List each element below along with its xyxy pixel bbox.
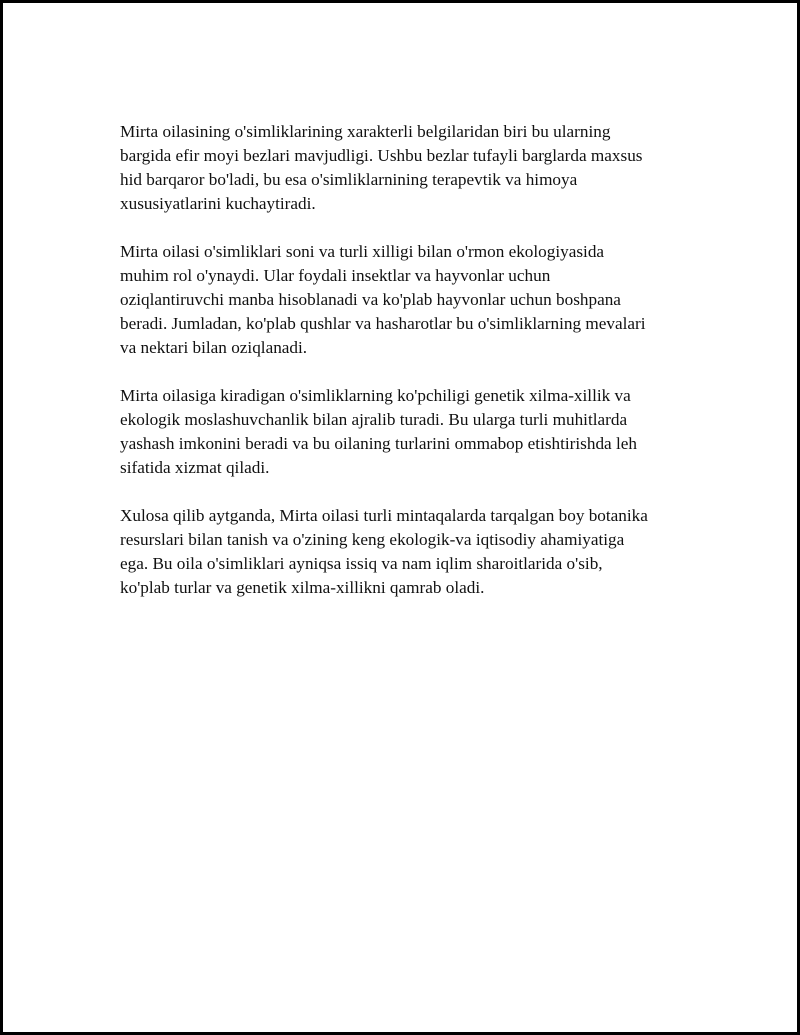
text-line: ko'plab turlar va genetik xilma-xillikni qamrab oladi. [120,578,485,597]
text-line: xususiyatlarini kuchaytiradi. [120,194,316,213]
paragraph-3 [120,384,700,480]
text-line: yashash imkonini beradi va bu oilaning turlarini ommabop etishtirishda leh [120,434,637,453]
text-line: Mirta oilasi o'simliklari soni va turli xilligi bilan o'rmon ekologiyasida [120,242,605,261]
paragraph-2 [120,240,700,360]
document-body [120,120,700,624]
text-line: bargida efir moyi bezlari mavjudligi. Ushbu bezlar tufayli barglarda maxsus [120,146,643,165]
text-line: beradi. Jumladan, ko'plab qushlar va hasharotlar bu o'simliklarning mevalari [120,314,646,333]
text-line: va nektari bilan oziqlanadi. [120,338,308,357]
paragraph-1 [120,120,700,216]
text-line: sifatida xizmat qiladi. [120,458,270,477]
text-line: resurslari bilan tanish va o'zining keng ekologik-va iqtisodiy ahamiyatiga [120,530,625,549]
text-line: Xulosa qilib aytganda, Mirta oilasi turli mintaqalarda tarqalgan boy botanika [120,506,648,525]
text-line: muhim rol o'ynaydi. Ular foydali insektlar va hayvonlar uchun [120,266,551,285]
text-line: Mirta oilasiga kiradigan o'simliklarning ko'pchiligi genetik xilma-xillik va [120,386,631,405]
text-line: ega. Bu oila o'simliklari ayniqsa issiq va nam iqlim sharoitlarida o'sib, [120,554,603,573]
paragraph-4 [120,504,700,600]
text-line: oziqlantiruvchi manba hisoblanadi va ko'plab hayvonlar uchun boshpana [120,290,621,309]
text-line: hid barqaror bo'ladi, bu esa o'simliklarnining terapevtik va himoya [120,170,578,189]
text-line: Mirta oilasining o'simliklarining xarakterli belgilaridan biri bu ularning [120,122,611,141]
text-line: ekologik moslashuvchanlik bilan ajralib turadi. Bu ularga turli muhitlarda [120,410,628,429]
